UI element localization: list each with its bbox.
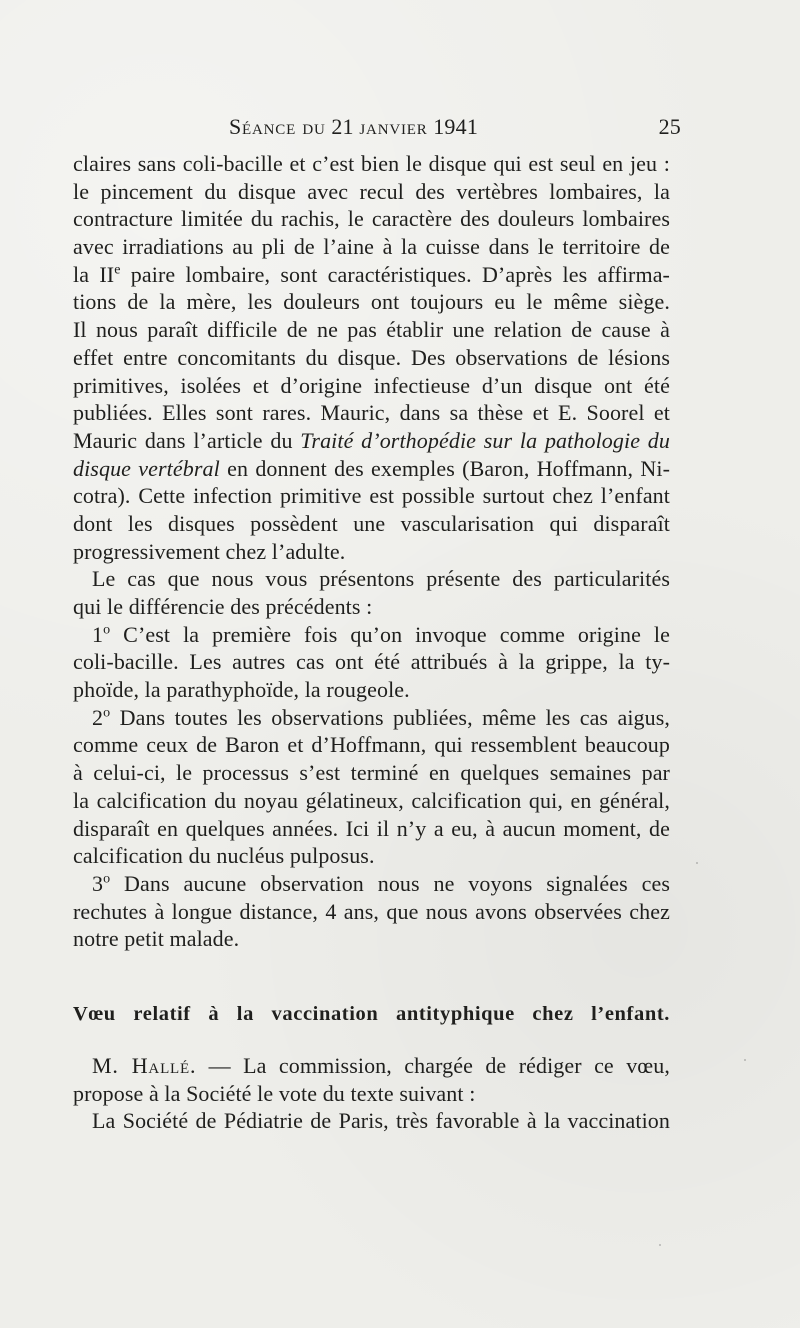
paper-speck bbox=[659, 1244, 661, 1246]
text-line: notre petit malade. bbox=[73, 926, 240, 952]
italic-title: Traité d’orthopédie sur la pathologie du bbox=[300, 427, 670, 453]
section-heading: Vœu relatif à la vaccination antityphique chez l’enfant. bbox=[73, 1003, 670, 1025]
text-line: phoïde, la parathyphoïde, la rougeole. bbox=[73, 677, 410, 703]
text-line: tions de la mère, les douleurs ont toujours eu le même siège. bbox=[73, 289, 670, 315]
superscript: o bbox=[103, 622, 111, 638]
text-line: qui le différencie des précédents : bbox=[73, 594, 373, 619]
text-line: comme ceux de Baron et d’Hoffmann, qui ressemblent beaucoup bbox=[73, 732, 670, 758]
text-line: à celui-ci, le processus s’est terminé en quelques semaines par bbox=[73, 760, 670, 786]
text-line: avec irradiations au pli de l’aine à la cuisse dans le territoire de bbox=[73, 234, 670, 260]
text-line: rechutes à longue distance, 4 ans, que nous avons observées chez bbox=[73, 898, 670, 924]
body-text bbox=[73, 150, 670, 953]
text-line: propose à la Société le vote du texte suivant : bbox=[73, 1080, 476, 1106]
text-line: le pincement du disque avec recul des vertèbres lombaires, la bbox=[73, 178, 670, 204]
text-line: la IIe paire lombaire, sont caractéristiques. D’après les affirma- bbox=[73, 261, 670, 287]
text-line: 2$^o$ Dans toutes les observations publiées, même les cas aigus, bbox=[92, 704, 670, 730]
speaker-line bbox=[73, 1052, 670, 1080]
superscript: e bbox=[114, 262, 121, 278]
running-title-day: 21 bbox=[331, 114, 354, 139]
running-header bbox=[73, 113, 681, 141]
text-line: dont les disques possèdent une vascularisation qui disparaît bbox=[73, 510, 670, 536]
text-line: 3$^o$ Dans aucune observation nous ne voyons signalées ces bbox=[92, 870, 670, 896]
text-line: coli-bacille. Les autres cas ont été attribués à la grippe, la ty- bbox=[73, 649, 670, 675]
italic-title: disque vertébral bbox=[73, 455, 220, 481]
speaker-name: M. Hallé. bbox=[92, 1053, 197, 1078]
closing-paragraph bbox=[73, 1052, 670, 1135]
text-line: Mauric dans l’article du Traité d’orthopédie sur la pathologie du bbox=[73, 427, 670, 453]
running-title-year: 1941 bbox=[433, 114, 479, 139]
text-line: Le cas que nous vous présentons présente des particularités bbox=[92, 566, 670, 592]
text-line: calcification du nucléus pulposus. bbox=[73, 843, 375, 869]
text-line: disque vertébral en donnent des exemples (Baron, Hoffmann, Ni- bbox=[73, 455, 670, 481]
text-line: publiées. Elles sont rares. Mauric, dans sa thèse et E. Soorel et bbox=[73, 400, 670, 426]
text-line: effet entre concomitants du disque. Des observations de lésions bbox=[73, 344, 670, 370]
paper-speck bbox=[696, 862, 698, 864]
text-line: 1$^o$ C’est la première fois qu’on invoque comme origine le bbox=[92, 621, 670, 647]
text-line: La Société de Pédiatrie de Paris, très favorable à la vaccination bbox=[92, 1108, 670, 1134]
speaker-statement: — La commission, chargée de rédiger ce vœu, bbox=[208, 1053, 670, 1078]
superscript: o bbox=[103, 705, 111, 721]
text-line: contracture limitée du rachis, le caractère des douleurs lombaires bbox=[73, 206, 670, 232]
text-line: Il nous paraît difficile de ne pas établir une relation de cause à bbox=[73, 317, 670, 343]
text-line: claires sans coli-bacille et c’est bien le disque qui est seul en jeu : bbox=[73, 151, 670, 176]
page-number: 25 bbox=[658, 114, 681, 139]
running-title-prefix: Séance du bbox=[229, 114, 326, 139]
text-line: la calcification du noyau gélatineux, calcification qui, en général, bbox=[73, 787, 670, 813]
running-title-month: janvier bbox=[359, 114, 428, 139]
running-title bbox=[229, 113, 478, 141]
text-line: primitives, isolées et d’origine infectieuse d’un disque ont été bbox=[73, 372, 670, 398]
text-line: cotra). Cette infection primitive est possible surtout chez l’enfant bbox=[73, 483, 670, 509]
paper-speck bbox=[744, 1059, 746, 1061]
text-line: disparaît en quelques années. Ici il n’y a eu, à aucun moment, de bbox=[73, 815, 670, 841]
superscript: o bbox=[103, 871, 111, 887]
text-line: progressivement chez l’adulte. bbox=[73, 538, 346, 564]
